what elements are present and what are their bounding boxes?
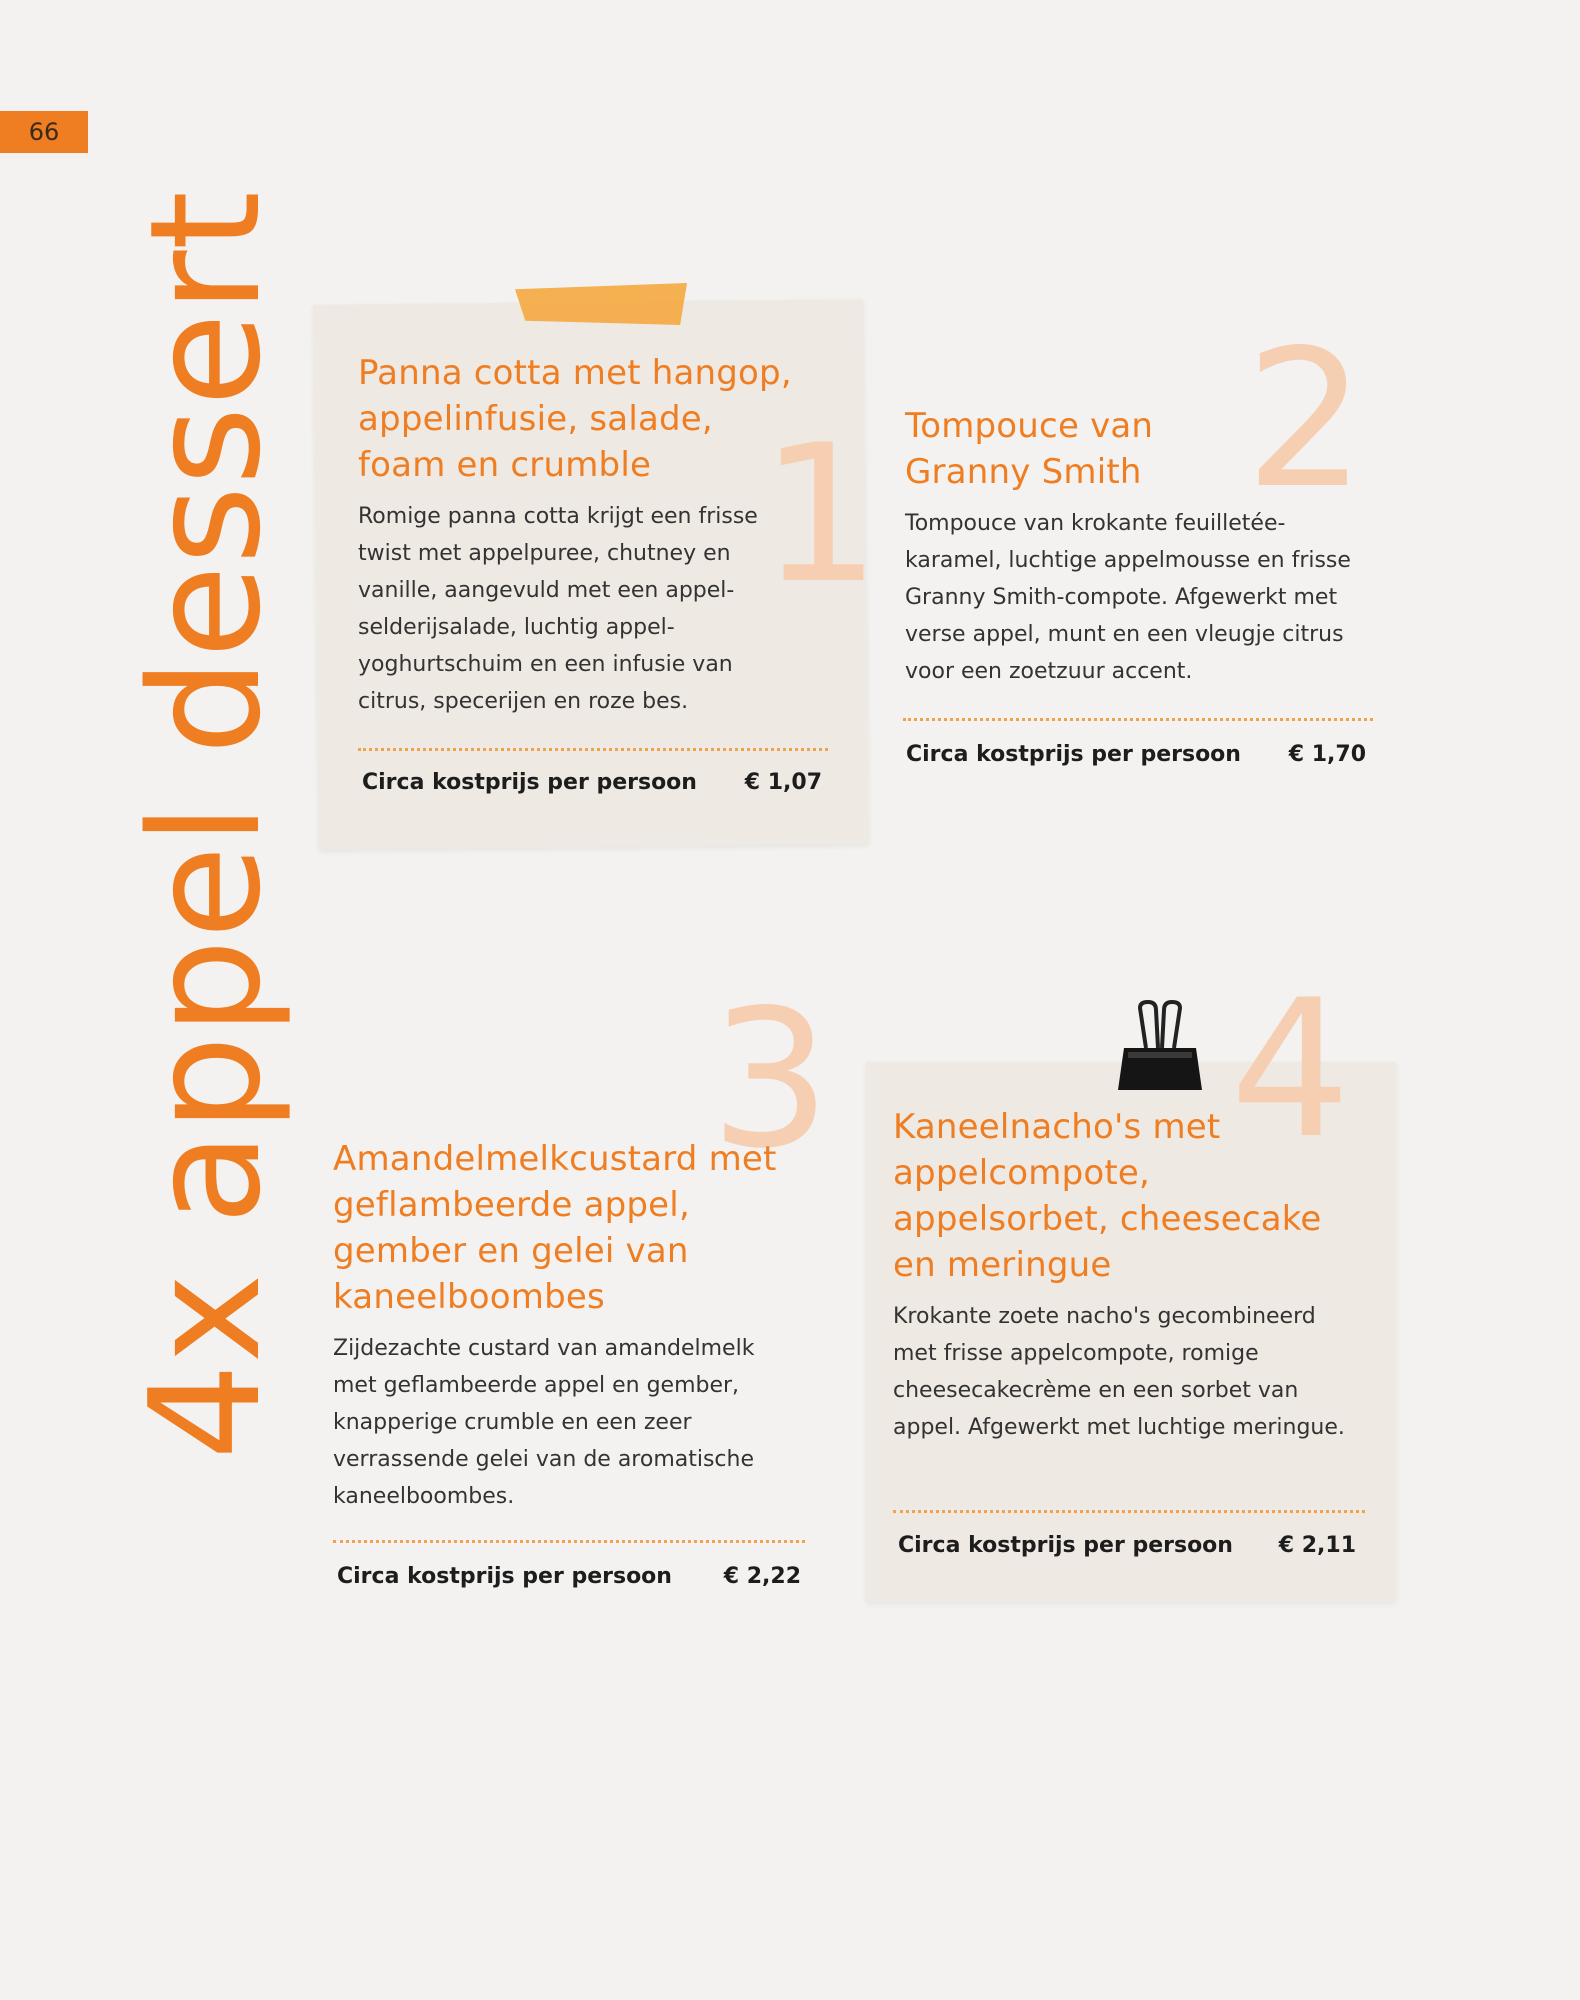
dish-4-cost	[898, 1533, 1356, 1558]
dish-2-number: 2	[1245, 309, 1366, 530]
dish-3-title: Amandelmelkcustard met geflambeerde appel, gember en gelei van kaneelboombes	[333, 1139, 777, 1317]
dish-1-description: Romige panna cotta krijgt een frisse twist met appelpuree, chutney en vanille, aangevuld met een appel-selderijsalade, luchtig appel-yoghurtschuim en een infusie van citrus, specerijen en roze bes.	[358, 504, 758, 714]
dish-1-divider	[358, 748, 828, 751]
dish-2-divider	[903, 718, 1373, 721]
dish-1-cost-label: Circa kostprijs per persoon	[362, 770, 697, 795]
dish-3-divider	[333, 1540, 805, 1543]
dish-1-cost-value: € 1,07	[744, 770, 822, 795]
dish-3-cost	[337, 1564, 801, 1589]
dish-4-divider	[893, 1510, 1365, 1513]
dish-4-cost-label: Circa kostprijs per persoon	[898, 1533, 1233, 1558]
dish-1-title: Panna cotta met hangop, appelinfusie, salade, foam en crumble	[358, 353, 792, 485]
dish-1-number: 1	[760, 404, 881, 625]
dish-1-cost	[362, 770, 822, 795]
page-title: 4x appel dessert	[117, 190, 294, 1460]
dish-2	[905, 403, 1375, 690]
dish-2-cost-label: Circa kostprijs per persoon	[906, 742, 1241, 767]
dish-4	[893, 1104, 1363, 1446]
dish-3-number: 3	[710, 969, 831, 1190]
dish-2-title: Tompouce van Granny Smith	[905, 406, 1154, 492]
dish-1	[358, 350, 813, 720]
dish-4-cost-value: € 2,11	[1278, 1533, 1356, 1558]
page-number: 66	[0, 111, 88, 153]
dish-3-cost-value: € 2,22	[723, 1564, 801, 1589]
dish-4-number: 4	[1230, 959, 1351, 1180]
dish-2-cost	[906, 742, 1366, 767]
dish-2-cost-value: € 1,70	[1288, 742, 1366, 767]
dish-3-cost-label: Circa kostprijs per persoon	[337, 1564, 672, 1589]
dish-4-title: Kaneelnacho's met appelcompote, appelsorbet, cheesecake en meringue	[893, 1107, 1322, 1285]
dish-3-description: Zijdezachte custard van amandelmelk met geflambeerde appel en gember, knapperige crumble en een zeer verrassende gelei van de aromatische kaneelboombes.	[333, 1336, 755, 1509]
dish-2-description: Tompouce van krokante feuilletée-karamel, luchtige appelmousse en frisse Granny Smith-compote. Afgewerkt met verse appel, munt en een vleugje citrus voor een zoetzuur accent.	[905, 511, 1351, 684]
binder-clip-icon	[1118, 1000, 1202, 1092]
tape-strip	[515, 283, 687, 325]
dish-3	[333, 1136, 803, 1515]
dish-4-description: Krokante zoete nacho's gecombineerd met frisse appelcompote, romige cheesecakecrème en een sorbet van appel. Afgewerkt met luchtige meringue.	[893, 1304, 1345, 1440]
